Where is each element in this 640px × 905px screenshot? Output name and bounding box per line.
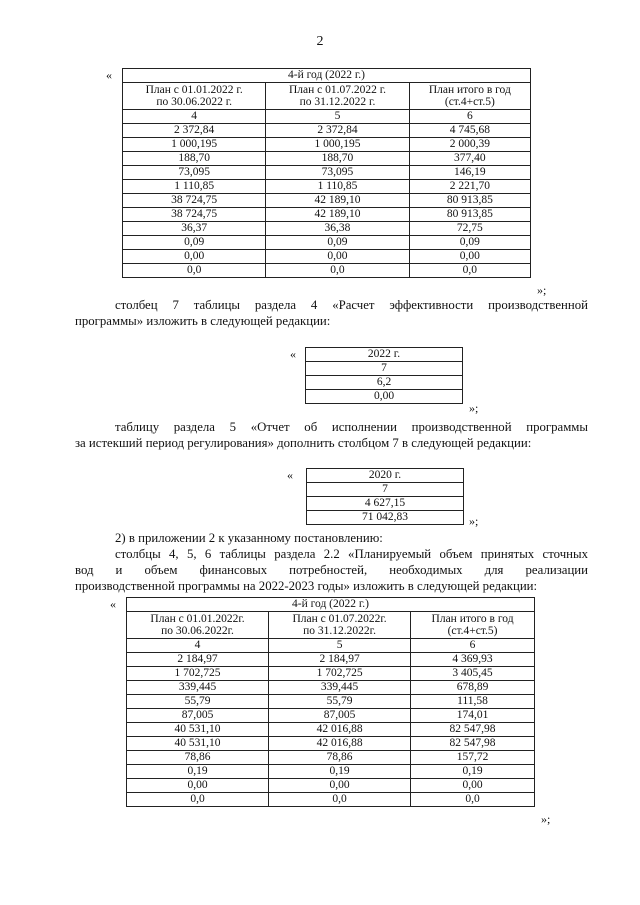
table1-col-number: 5: [266, 110, 409, 124]
table-row: [123, 236, 531, 250]
table-row: [123, 180, 531, 194]
table-row: [127, 667, 535, 681]
paragraph-1: [75, 297, 588, 329]
table-row: [127, 681, 535, 695]
table4-header-2: [411, 612, 535, 639]
table-row: [307, 511, 464, 525]
table-row: [306, 376, 463, 390]
table-cell: 38 724,75: [123, 194, 266, 208]
table-1-header-row: [123, 83, 531, 110]
paragraph-3: [75, 530, 588, 594]
table-row: [123, 222, 531, 236]
table-row: [123, 138, 531, 152]
table-1-number-row: [123, 110, 531, 124]
table-row: [307, 497, 464, 511]
paragraph-2-line-1: таблицу раздела 5 «Отчет об исполнении производственной программы: [115, 420, 588, 434]
paragraph-1-line-2: программы» изложить в следующей редакции:: [75, 314, 331, 328]
paragraph-2-line-2: за истекший период регулирования» дополнить столбцом 7 в следующей редакции:: [75, 436, 532, 450]
table-cell: 72,75: [409, 222, 530, 236]
table-row: [307, 469, 464, 483]
table-cell: 42 189,10: [266, 208, 409, 222]
table4-header-1: [269, 612, 411, 639]
table-3: [306, 468, 464, 525]
table-cell: 2 372,84: [123, 124, 266, 138]
table-4-number-row: [127, 639, 535, 653]
table-row: [123, 208, 531, 222]
table-cell: 4 627,15: [307, 497, 464, 511]
table-cell: 4 745,68: [409, 124, 530, 138]
quote-open-2: «: [290, 347, 296, 361]
table-row: [127, 695, 535, 709]
table-cell: 55,79: [127, 695, 269, 709]
table-cell: 0,0: [409, 264, 530, 278]
table-cell: 0,00: [411, 779, 535, 793]
quote-open: «: [106, 68, 112, 82]
table-2: [305, 347, 463, 404]
table-cell: 339,445: [127, 681, 269, 695]
table-cell: 7: [307, 483, 464, 497]
table-cell: 82 547,98: [411, 723, 535, 737]
table-cell: 0,19: [411, 765, 535, 779]
table-cell: 2 184,97: [269, 653, 411, 667]
table-cell: 0,00: [127, 779, 269, 793]
table-cell: 188,70: [266, 152, 409, 166]
table-cell: 78,86: [127, 751, 269, 765]
quote-close-4: »;: [541, 812, 551, 826]
table-cell: 157,72: [411, 751, 535, 765]
table1-header-0-line-1: по 30.06.2022 г.: [156, 96, 233, 108]
table-cell: 6,2: [306, 376, 463, 390]
table-cell: 188,70: [123, 152, 266, 166]
table-cell: 377,40: [409, 152, 530, 166]
table-cell: 2 221,70: [409, 180, 530, 194]
table-row: [306, 390, 463, 404]
table-cell: 42 189,10: [266, 194, 409, 208]
table-cell: 2022 г.: [306, 348, 463, 362]
table-row: [127, 723, 535, 737]
table-cell: 2 000,39: [409, 138, 530, 152]
table1-header-0: [123, 83, 266, 110]
table-cell: 3 405,45: [411, 667, 535, 681]
table-cell: 1 000,195: [266, 138, 409, 152]
table-cell: 1 000,195: [123, 138, 266, 152]
table-cell: 0,09: [266, 236, 409, 250]
table-row: [127, 709, 535, 723]
quote-close-3: »;: [469, 514, 479, 528]
table-cell: 339,445: [269, 681, 411, 695]
table-row: [306, 362, 463, 376]
table1-header-1-line-1: по 31.12.2022 г.: [299, 96, 376, 108]
table-cell: 36,38: [266, 222, 409, 236]
table-cell: 40 531,10: [127, 723, 269, 737]
paragraph-3-line-3: вод и объем финансовых потребностей, необходимых для реализации: [75, 563, 588, 577]
table-cell: 0,00: [123, 250, 266, 264]
table-cell: 0,09: [409, 236, 530, 250]
table-cell: 0,00: [306, 390, 463, 404]
table-1: [122, 68, 531, 278]
table4-col-number: 4: [127, 639, 269, 653]
table-cell: 80 913,85: [409, 194, 530, 208]
table-cell: 73,095: [266, 166, 409, 180]
table-4-header-row: [127, 612, 535, 639]
table-1-title: 4-й год (2022 г.): [123, 69, 531, 83]
table-cell: 1 702,725: [127, 667, 269, 681]
table-cell: 0,00: [266, 250, 409, 264]
table-cell: 40 531,10: [127, 737, 269, 751]
table-cell: 2020 г.: [307, 469, 464, 483]
table-cell: 111,58: [411, 695, 535, 709]
quote-open-4: «: [110, 597, 116, 611]
table-cell: 0,00: [269, 779, 411, 793]
table-row: [123, 124, 531, 138]
table-row: [127, 779, 535, 793]
table1-header-1: [266, 83, 409, 110]
quote-close-2: »;: [469, 401, 479, 415]
table-cell: 0,0: [411, 793, 535, 807]
paragraph-2: [75, 419, 588, 451]
table-cell: 73,095: [123, 166, 266, 180]
paragraph-3-line-1: 2) в приложении 2 к указанному постановлению:: [115, 531, 383, 545]
table-4: [126, 597, 535, 807]
table1-header-0-line-0: План с 01.01.2022 г.: [145, 84, 243, 96]
table-cell: 0,09: [123, 236, 266, 250]
table4-header-1-line-0: План с 01.07.2022г.: [292, 613, 387, 625]
table-row: [127, 737, 535, 751]
table-row: [306, 348, 463, 362]
table-row: [307, 483, 464, 497]
table1-col-number: 4: [123, 110, 266, 124]
table-row: [123, 166, 531, 180]
paragraph-3-line-4: производственной программы на 2022-2023 годы» изложить в следующей редакции:: [75, 579, 538, 593]
table4-header-2-line-1: (ст.4+ст.5): [447, 625, 498, 637]
table4-col-number: 6: [411, 639, 535, 653]
paragraph-3-line-2: столбцы 4, 5, 6 таблицы раздела 2.2 «Планируемый объем принятых сточных: [115, 547, 588, 561]
table4-header-2-line-0: План итого в год: [431, 613, 514, 625]
table-cell: 0,00: [409, 250, 530, 264]
table-row: [123, 194, 531, 208]
table-cell: 87,005: [127, 709, 269, 723]
table-4-title: 4-й год (2022 г.): [127, 598, 535, 612]
quote-open-3: «: [287, 468, 293, 482]
table-cell: 71 042,83: [307, 511, 464, 525]
table-cell: 1 110,85: [266, 180, 409, 194]
table-row: [123, 152, 531, 166]
table-row: [127, 765, 535, 779]
table-cell: 0,0: [269, 793, 411, 807]
table-cell: 38 724,75: [123, 208, 266, 222]
table-cell: 678,89: [411, 681, 535, 695]
table-cell: 78,86: [269, 751, 411, 765]
table-cell: 2 184,97: [127, 653, 269, 667]
table4-header-1-line-1: по 31.12.2022г.: [303, 625, 376, 637]
table-cell: 82 547,98: [411, 737, 535, 751]
table-cell: 87,005: [269, 709, 411, 723]
table4-col-number: 5: [269, 639, 411, 653]
table-cell: 36,37: [123, 222, 266, 236]
table1-header-1-line-0: План с 01.07.2022 г.: [288, 84, 387, 96]
table-cell: 0,0: [123, 264, 266, 278]
page-number: 2: [316, 34, 324, 49]
table-cell: 1 702,725: [269, 667, 411, 681]
table-cell: 0,19: [127, 765, 269, 779]
table-row: [127, 793, 535, 807]
paragraph-1-line-1: столбец 7 таблицы раздела 4 «Расчет эффективности производственной: [115, 298, 588, 312]
quote-close: »;: [537, 283, 547, 297]
table-cell: 2 372,84: [266, 124, 409, 138]
table-cell: 4 369,93: [411, 653, 535, 667]
table-cell: 80 913,85: [409, 208, 530, 222]
table4-header-0: [127, 612, 269, 639]
table-cell: 42 016,88: [269, 723, 411, 737]
table4-header-0-line-1: по 30.06.2022г.: [161, 625, 234, 637]
table4-header-0-line-0: План с 01.01.2022г.: [150, 613, 245, 625]
table-cell: 174,01: [411, 709, 535, 723]
table1-header-2-line-1: (ст.4+ст.5): [444, 96, 495, 108]
table1-header-2-line-0: План итого в год: [428, 84, 511, 96]
table-row: [127, 751, 535, 765]
table-cell: 0,0: [266, 264, 409, 278]
table-cell: 146,19: [409, 166, 530, 180]
table-cell: 0,0: [127, 793, 269, 807]
table-cell: 1 110,85: [123, 180, 266, 194]
table-row: [127, 653, 535, 667]
table-cell: 0,19: [269, 765, 411, 779]
table-row: [123, 264, 531, 278]
table1-col-number: 6: [409, 110, 530, 124]
table-cell: 42 016,88: [269, 737, 411, 751]
table-row: [123, 250, 531, 264]
table1-header-2: [409, 83, 530, 110]
table-cell: 55,79: [269, 695, 411, 709]
table-cell: 7: [306, 362, 463, 376]
